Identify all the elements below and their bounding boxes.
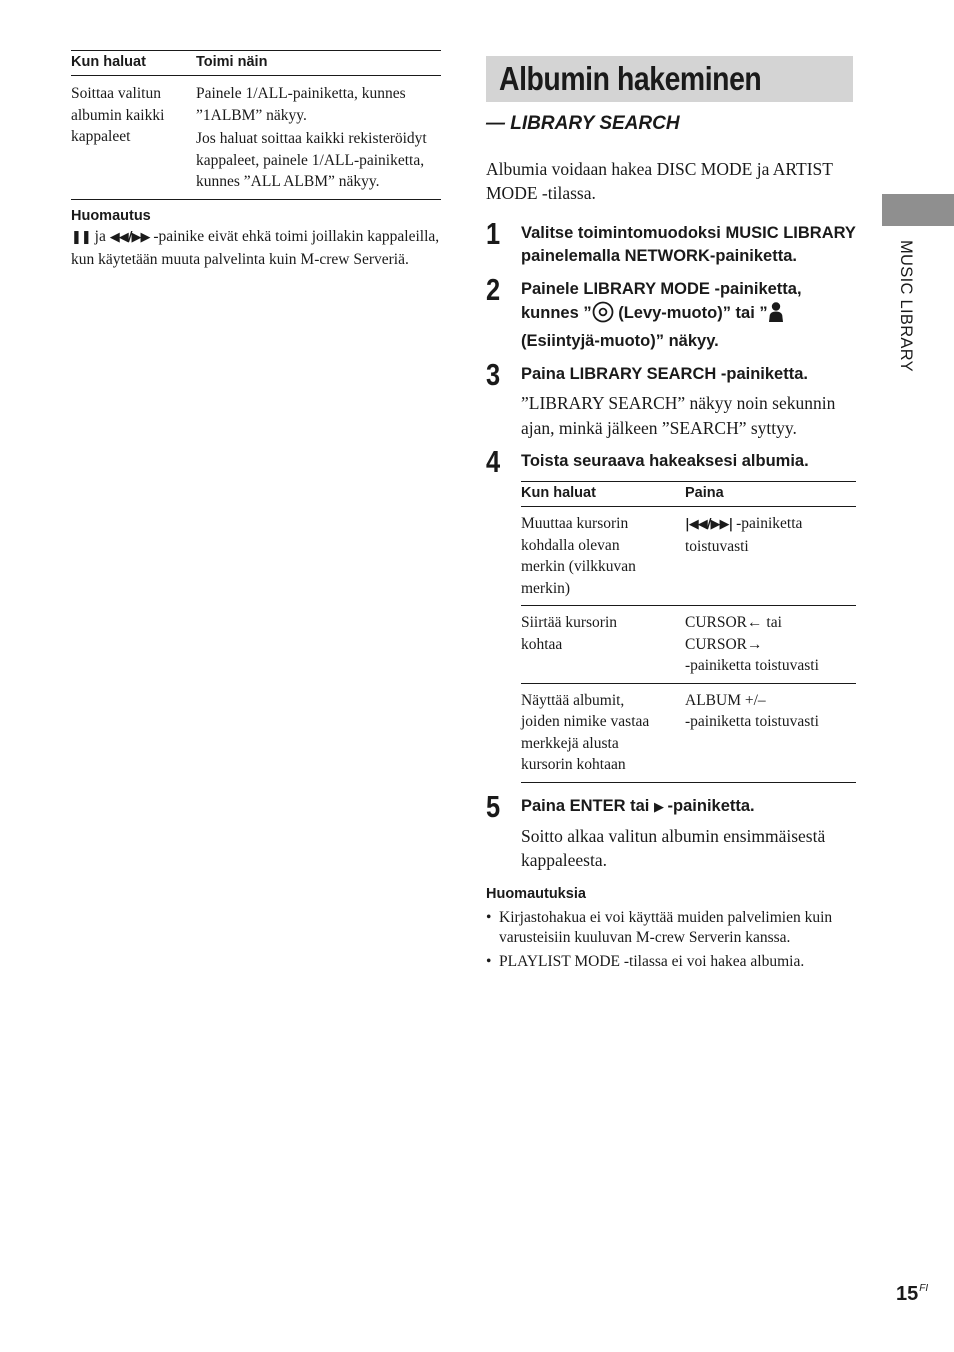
table-header-want: Kun haluat <box>71 51 196 76</box>
table-header-do: Toimi näin <box>196 51 441 76</box>
search-keys-table <box>521 481 856 783</box>
notes-list <box>486 908 856 972</box>
step-5 <box>486 788 856 873</box>
table-row <box>71 76 441 200</box>
step-body: ”LIBRARY SEARCH” näkyy noin sekunnin ajan, minkä jälkeen ”SEARCH” syttyy. <box>521 393 836 438</box>
section-title-bar <box>486 56 853 102</box>
step-3 <box>486 357 856 440</box>
table-row <box>521 606 856 684</box>
options-table <box>71 50 441 200</box>
notes-section <box>486 886 856 972</box>
prev-next-icon: |◀◀/▶▶| <box>685 517 733 532</box>
step-1 <box>486 216 856 268</box>
intro-text: Albumia voidaan hakea DISC MODE ja ARTIST MODE -tilassa. <box>486 159 833 203</box>
page-subtitle: — LIBRARY SEARCH <box>486 113 680 134</box>
note-title: Huomautus <box>71 207 151 224</box>
note-text: ❚❚ ja ◀◀/▶▶ -painike eivät ehkä toimi joillakin kappaleilla, kun käytetään muuta palvelinta kuin M-crew Serveriä. <box>71 227 440 268</box>
step-2 <box>486 272 856 353</box>
step-heading: Toista seuraava hakeaksesi albumia. <box>521 452 809 470</box>
table-header-want: Kun haluat <box>521 482 685 507</box>
step-number: 2 <box>486 272 501 307</box>
notes-title: Huomautuksia <box>486 885 586 902</box>
skip-icon: ◀◀/▶▶ <box>109 229 150 245</box>
table-row <box>521 507 856 606</box>
step-4 <box>486 444 856 783</box>
table-cell-do: Painele 1/ALL-painiketta, kunnes ”1ALBM” näkyy. Jos haluat soittaa kaikki rekisteröidyt kappaleet, painele 1/ALL-painiketta, kunnes ”ALL ALBM” näkyy. <box>196 76 441 200</box>
right-column <box>486 56 856 976</box>
table-header-press: Paina <box>685 482 856 507</box>
table-cell-want: Näyttää albumit, joiden nimike vastaa merkkejä alusta kursorin kohtaan <box>521 683 685 782</box>
artist-mode-icon <box>768 301 784 330</box>
table-cell-want: Soittaa valitun albumin kaikki kappaleet <box>71 76 196 200</box>
step-number: 4 <box>486 444 501 479</box>
page-number: $15^{FI}$ <box>896 1283 929 1305</box>
play-icon: ▶ <box>653 799 663 815</box>
table-cell-want: Muuttaa kursorin kohdalla olevan merkin (vilkkuvan merkin) <box>521 507 685 606</box>
page-language: FI <box>919 1283 929 1294</box>
step-number: 3 <box>486 357 501 392</box>
disc-mode-icon <box>592 301 614 330</box>
list-item: • Kirjastohakua ei voi käyttää muiden palvelimien kuin varusteisiin kuuluvan M-crew Serverin kanssa. <box>486 908 856 948</box>
step-number: 1 <box>486 216 501 251</box>
page-title: Albumin hakeminen <box>499 60 762 97</box>
table-cell-press: ALBUM +/– -painiketta toistuvasti <box>685 683 856 782</box>
step-heading: Paina LIBRARY SEARCH -painiketta. <box>521 365 808 383</box>
list-item: • PLAYLIST MODE -tilassa ei voi hakea albumia. <box>486 952 856 972</box>
step-heading: Painele LIBRARY MODE -painiketta, kunnes ” (Levy-muoto)” tai ” (Esiintyjä-muoto)” näkyy. <box>521 280 802 350</box>
left-column <box>71 50 441 271</box>
section-side-label: MUSIC LIBRARY <box>897 240 915 372</box>
table-cell-press: CURSOR← tai CURSOR→ -painiketta toistuvasti <box>685 606 856 684</box>
table-row <box>521 683 856 782</box>
table-cell-want: Siirtää kursorin kohtaa <box>521 606 685 684</box>
section-tab-marker <box>882 194 954 226</box>
step-body: Soitto alkaa valitun albumin ensimmäisestä kappaleesta. <box>521 825 826 870</box>
step-heading: Valitse toimintomuodoksi MUSIC LIBRARY painelemalla NETWORK-painiketta. <box>521 224 856 265</box>
table-cell-press: |◀◀/▶▶| -painiketta toistuvasti <box>685 507 856 606</box>
step-heading: Paina ENTER tai ▶ -painiketta. <box>521 796 755 815</box>
pause-icon: ❚❚ <box>71 229 91 245</box>
step-number: 5 <box>486 788 501 824</box>
